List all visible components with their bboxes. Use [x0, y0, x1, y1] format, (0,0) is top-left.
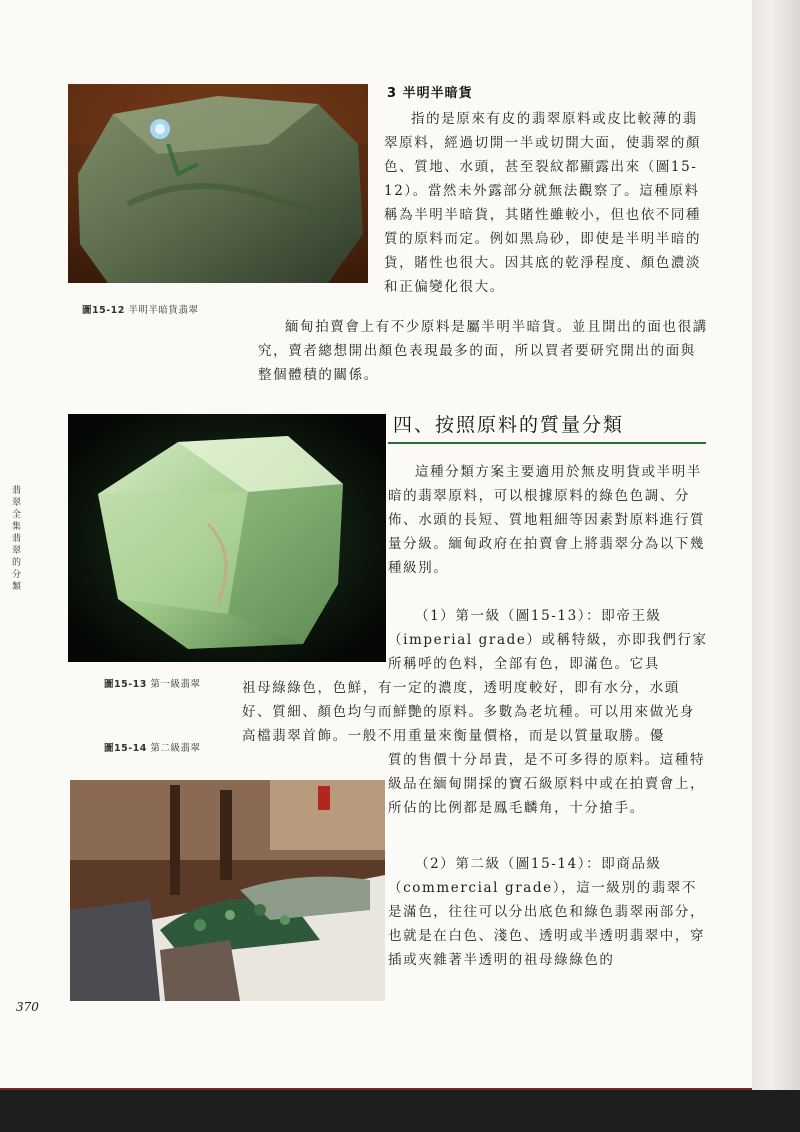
heading-underline — [388, 442, 706, 444]
photo-fig-15-13 — [68, 414, 386, 662]
caption-number: 圖15-14 — [104, 743, 147, 754]
running-side-title: 翡翠全集 翡翠的分類 — [12, 486, 22, 592]
section-3-paragraph-1: 指的是原來有皮的翡翠原料或皮比較薄的翡翠原料，經過切開一半或切開大面，使翡翠的顏色、質地、水頭，甚至裂紋都顯露出來（圖15-12）。當然未外露部分就無法觀察了。這種原料稱為半明半暗貨，其賭性雖較小，但也依不同種質的原料而定。例如黑烏砂，即使是半明半暗的貨，賭性也很大。因其底的乾淨程度、顏色濃淡和正偏變化很大。 — [384, 111, 702, 295]
caption-fig-15-12 — [82, 302, 198, 316]
section-3-paragraph-2: 緬甸拍賣會上有不少原料是屬半明半暗貨。並且開出的面也很講究，賣者總想開出顏色表現最多的面，所以買者要研究開出的面與整個體積的關係。 — [258, 319, 708, 383]
section-4-paragraph-2-wide: 祖母綠綠色，色鮮，有一定的濃度，透明度較好，即有水分，水頭好、質細、顏色均勻而鮮艷的原料。多數為老坑種。可以用來做光身高檔翡翠首飾。一般不用重量來衡量價格，而是以質量取勝。優 — [242, 680, 695, 744]
caption-text: 半明半暗貨翡翠 — [128, 305, 199, 316]
section-4-paragraph-2-top: （1）第一級（圖15-13）：即帝王級（imperial grade）或稱特級，亦即我們行家所稱呼的色料，全部有色，即滿色。它具 — [388, 608, 708, 672]
photo-fig-15-12 — [68, 84, 368, 283]
scan-bottom-band — [0, 1090, 800, 1132]
caption-number: 圖15-13 — [104, 679, 147, 690]
page-edge — [752, 0, 800, 1090]
section-4-paragraph-3: （2）第二級（圖15-14）：即商品級（commercial grade），這一級別的翡翠不是滿色，往往可以分出底色和綠色翡翠兩部分，也就是在白色、淺色、透明或半透明翡翠中，穿插或夾雜著半透明的祖母綠綠色的 — [388, 856, 706, 968]
section-4-heading: 四、按照原料的質量分類 — [393, 414, 625, 436]
photo-fig-15-14 — [70, 780, 385, 1001]
section-4-paragraph-2-tail: 質的售價十分昂貴，是不可多得的原料。這種特級品在緬甸開採的寶石級原料中或在拍賣會上，所佔的比例都是鳳毛麟角，十分搶手。 — [388, 752, 706, 816]
caption-fig-15-13 — [104, 676, 200, 690]
caption-text: 第二級翡翠 — [150, 743, 201, 754]
section-3-heading: 3 半明半暗貨 — [387, 86, 473, 101]
section-4-paragraph-1: 這種分類方案主要適用於無皮明貨或半明半暗的翡翠原料，可以根據原料的綠色色調、分佈、水頭的長短、質地粗細等因素對原料進行質量分級。緬甸政府在拍賣會上將翡翠分為以下幾種級別。 — [388, 464, 706, 576]
caption-fig-15-14 — [104, 740, 200, 754]
caption-text: 第一級翡翠 — [150, 679, 201, 690]
page-number: 370 — [16, 1000, 39, 1014]
caption-number: 圖15-12 — [82, 305, 125, 316]
